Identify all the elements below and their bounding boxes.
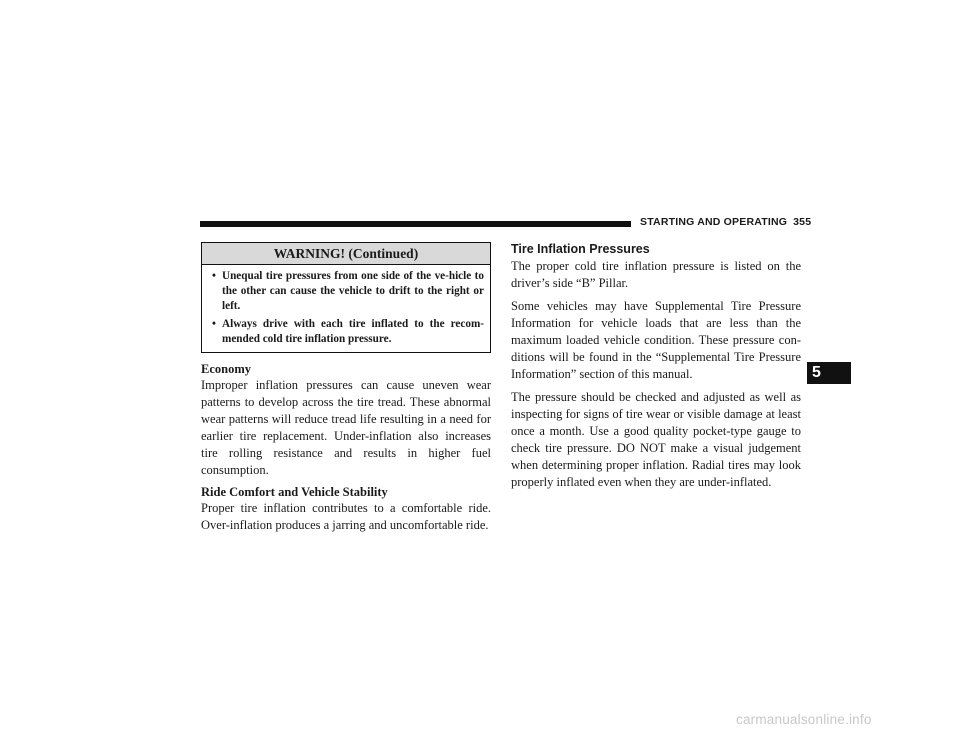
economy-heading: Economy	[201, 362, 251, 376]
page-number: 355	[793, 216, 812, 228]
ride-comfort-paragraph: Proper tire inflation contributes to a comfortable ride. Over-inflation produces a jarring and uncomfortable ride.	[201, 501, 491, 532]
warning-item-text: Always drive with each tire inflated to the recom-mended cold tire inflation pressure.	[222, 318, 484, 345]
tire-inflation-paragraph: The proper cold tire inflation pressure is listed on the driver’s side “B” Pillar.	[511, 259, 801, 290]
right-column	[511, 242, 801, 497]
warning-item	[206, 317, 484, 347]
warning-item	[206, 269, 484, 314]
tire-inflation-paragraph: Some vehicles may have Supplemental Tire Pressure Information for vehicle loads that are less than the maximum loaded vehicle condition. These pressure con-ditions will be found in the “Supplemental Tire Pressure Information” section of this manual.	[511, 299, 801, 381]
warning-title: WARNING! (Continued)	[202, 243, 490, 265]
running-header	[640, 216, 811, 228]
watermark: carmanualsonline.info	[736, 712, 872, 727]
warning-list	[202, 265, 490, 352]
tire-inflation-heading: Tire Inflation Pressures	[511, 242, 650, 256]
bullet-icon: •	[212, 318, 216, 330]
economy-paragraph: Improper inflation pressures can cause uneven wear patterns to develop across the tire tread. These abnormal wear patterns will reduce tread life resulting in a need for earlier tire replacement. Under-inflation also increases tire rolling resistance and results in higher fuel consumption.	[201, 378, 491, 477]
header-rule	[200, 221, 631, 227]
bullet-icon: •	[212, 270, 216, 282]
warning-item-text: Unequal tire pressures from one side of the ve-hicle to the other can cause the vehicle to drift to the right or left.	[222, 270, 484, 312]
warning-box	[201, 242, 491, 353]
section-title: STARTING AND OPERATING	[640, 216, 788, 228]
tire-inflation-paragraph: The pressure should be checked and adjusted as well as inspecting for signs of tire wear or visible damage at least once a month. Use a good quality pocket-type gauge to check tire pressure. DO NOT make a visual judgement when determining proper inflation. Radial tires may look properly inflated even when they are under-inflated.	[511, 390, 801, 489]
left-column	[201, 242, 491, 540]
chapter-tab: 5	[807, 362, 851, 384]
ride-comfort-heading: Ride Comfort and Vehicle Stability	[201, 485, 388, 499]
